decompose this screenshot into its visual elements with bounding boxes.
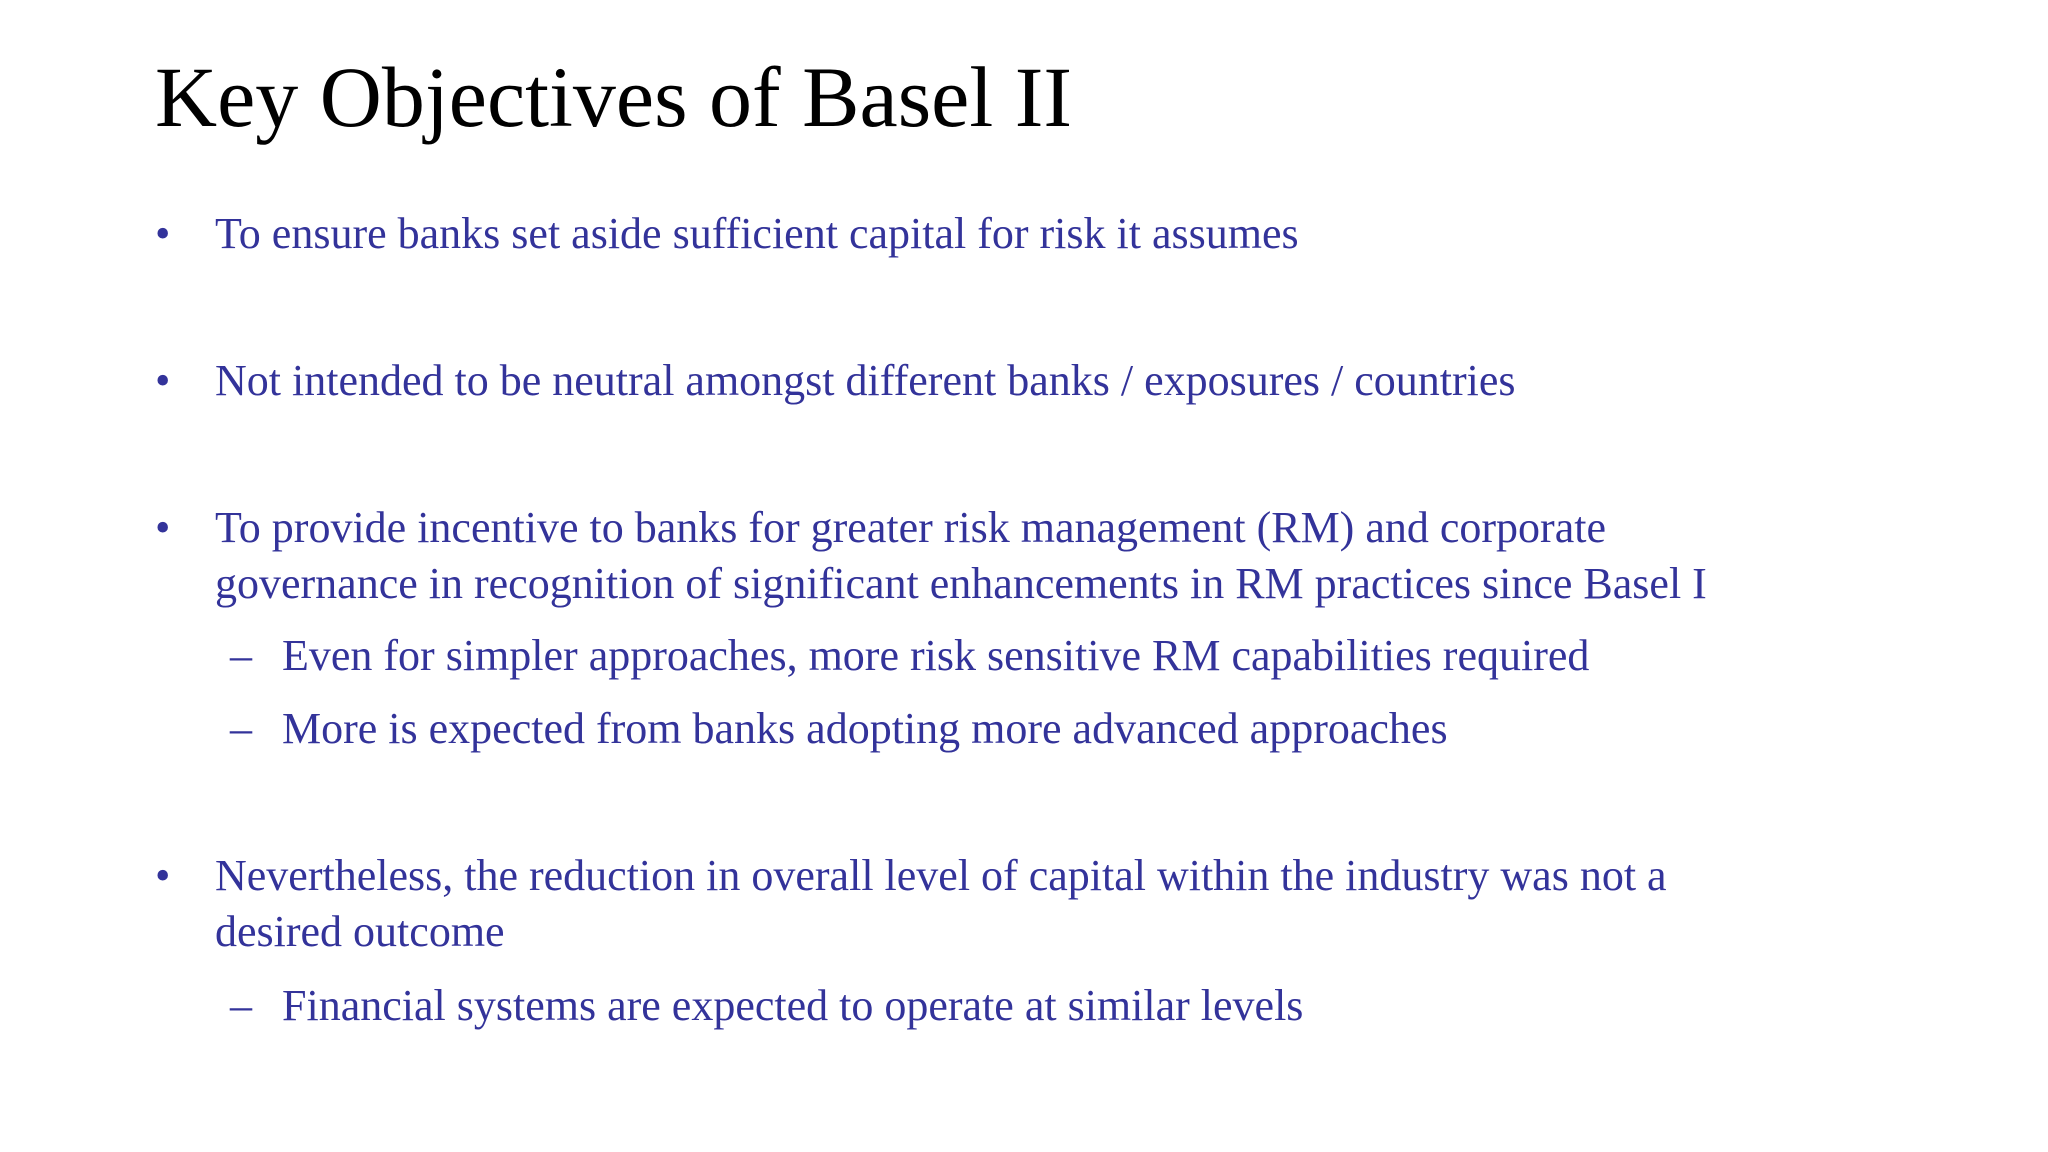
sub-bullet-text: Financial systems are expected to operate at similar levels xyxy=(282,981,1304,1030)
sub-bullet-text: More is expected from banks adopting more advanced approaches xyxy=(282,704,1448,753)
bullet-marker: • xyxy=(155,851,171,900)
bullet-marker: • xyxy=(155,503,171,552)
slide-title: Key Objectives of Basel II xyxy=(155,49,1073,145)
bullet-line: Not intended to be neutral amongst different banks / exposures / countries xyxy=(215,356,1516,405)
bullet-text xyxy=(215,500,1915,612)
bullet-text xyxy=(215,848,1915,960)
bullet-marker: • xyxy=(155,356,171,405)
bullet-line: Nevertheless, the reduction in overall level of capital within the industry was not a xyxy=(215,851,1667,900)
sub-bullet-marker: – xyxy=(230,981,252,1030)
sub-bullet-marker: – xyxy=(230,631,252,680)
bullet-text xyxy=(215,353,1915,409)
bullet-line: governance in recognition of significant enhancements in RM practices since Basel I xyxy=(215,559,1707,608)
bullet-line: To provide incentive to banks for greater risk management (RM) and corporate xyxy=(215,503,1606,552)
bullet-line: To ensure banks set aside sufficient capital for risk it assumes xyxy=(215,209,1299,258)
bullet-text xyxy=(215,206,1915,262)
sub-bullet-text: Even for simpler approaches, more risk sensitive RM capabilities required xyxy=(282,631,1590,680)
bullet-line: desired outcome xyxy=(215,907,505,956)
bullet-marker: • xyxy=(155,209,171,258)
sub-bullet-marker: – xyxy=(230,704,252,753)
